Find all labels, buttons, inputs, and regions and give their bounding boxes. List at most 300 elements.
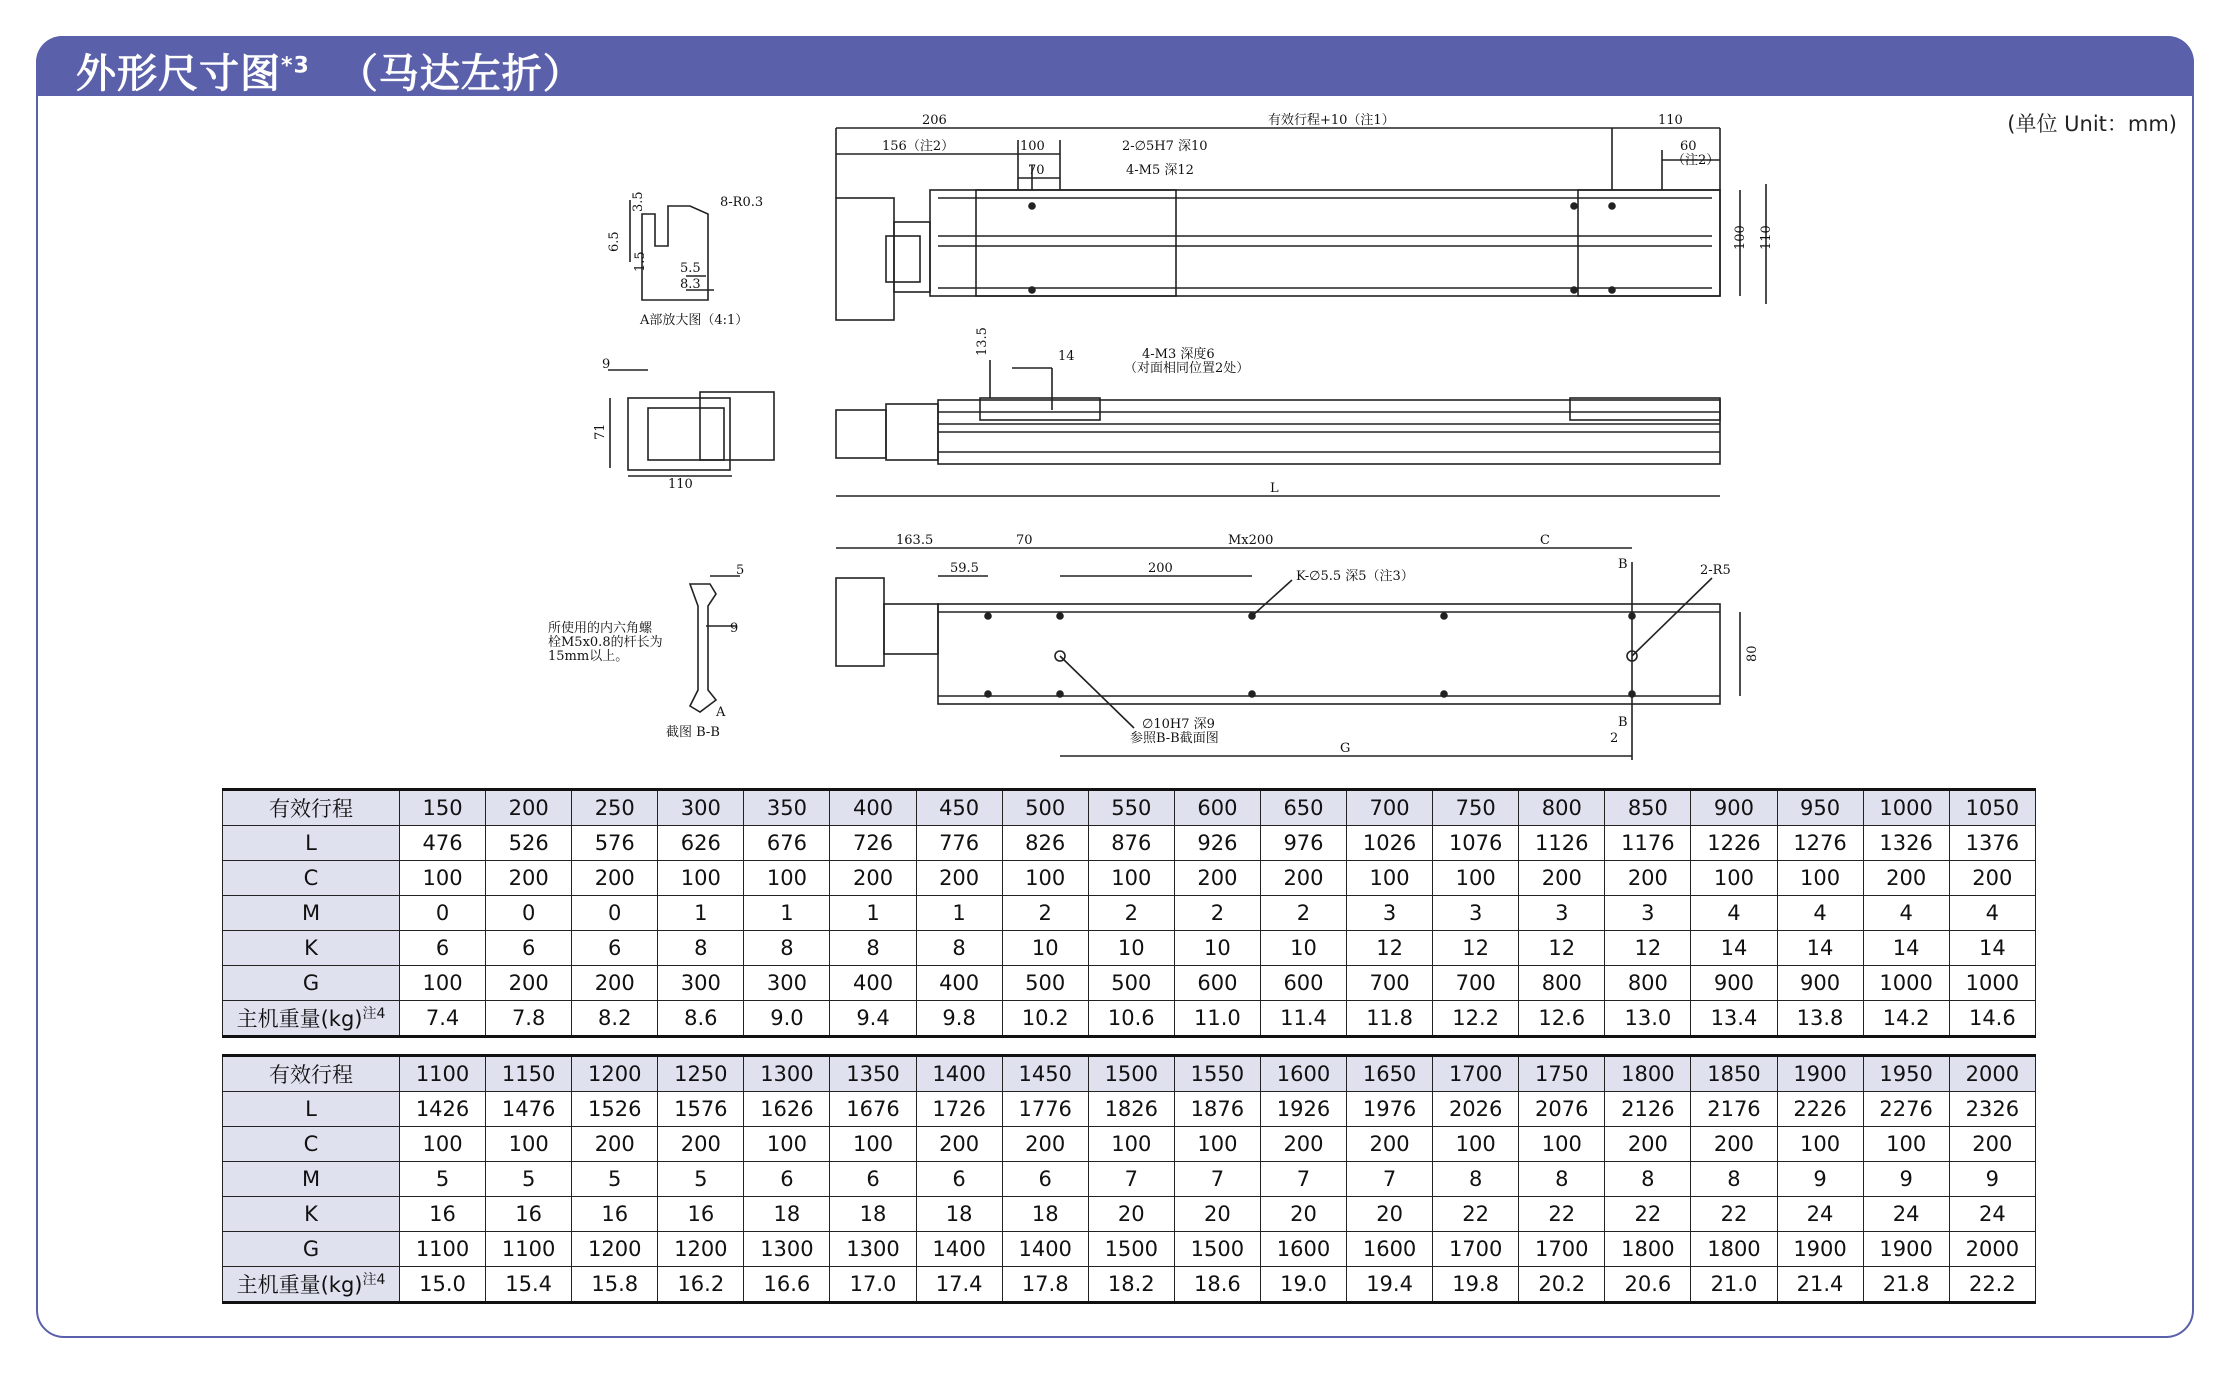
table-cell: 200 — [1002, 1127, 1088, 1162]
table-cell: 1900 — [1863, 1232, 1949, 1267]
bottom-ref-bb: 参照B-B截面图 — [1130, 731, 1219, 746]
dim-note2: （注2） — [1672, 153, 1720, 168]
table-cell: 100 — [830, 1127, 916, 1162]
table-cell: 250 — [572, 790, 658, 826]
table-cell: 20 — [1260, 1197, 1346, 1232]
table-cell: 826 — [1002, 826, 1088, 861]
section-5: 5 — [736, 563, 745, 578]
table-cell: 200 — [1260, 1127, 1346, 1162]
table-cell: 17.4 — [916, 1267, 1002, 1303]
table-cell: 8.2 — [572, 1001, 658, 1037]
table-cell: 1950 — [1863, 1056, 1949, 1092]
end-110: 110 — [668, 477, 693, 492]
table-cell: 14.2 — [1863, 1001, 1949, 1037]
table-cell: 200 — [486, 966, 572, 1001]
side-m3-holes: 4-M3 深度6 — [1142, 347, 1215, 362]
table-cell: 1700 — [1433, 1232, 1519, 1267]
table-cell: 1700 — [1519, 1232, 1605, 1267]
table-cell: 14.6 — [1949, 1001, 2035, 1037]
table-cell: 1800 — [1605, 1056, 1691, 1092]
table-cell: 20 — [1347, 1197, 1433, 1232]
table-cell: 17.0 — [830, 1267, 916, 1303]
table-cell: 11.0 — [1174, 1001, 1260, 1037]
table-cell: 200 — [1949, 1127, 2035, 1162]
table-cell: 1400 — [916, 1056, 1002, 1092]
table-cell: 1676 — [830, 1092, 916, 1127]
table-cell: 300 — [658, 966, 744, 1001]
detail-a — [630, 200, 714, 300]
table-cell: 9 — [1863, 1162, 1949, 1197]
table-cell: 2026 — [1433, 1092, 1519, 1127]
table-cell: 1926 — [1260, 1092, 1346, 1127]
table-cell: 1976 — [1347, 1092, 1433, 1127]
table-cell: 476 — [400, 826, 486, 861]
table-cell: 900 — [1691, 966, 1777, 1001]
table-cell: 776 — [916, 826, 1002, 861]
table-cell: 1750 — [1519, 1056, 1605, 1092]
table-cell: 6 — [830, 1162, 916, 1197]
table-row — [223, 966, 2036, 1001]
unit-note: (单位 Unit：mm) — [2007, 112, 2177, 136]
table-cell: 19.4 — [1347, 1267, 1433, 1303]
table-row — [223, 1232, 2036, 1267]
table-cell: 1350 — [830, 1056, 916, 1092]
table-cell: 22 — [1605, 1197, 1691, 1232]
table-cell: 400 — [830, 966, 916, 1001]
row-header: M — [223, 896, 400, 931]
table-cell: 1000 — [1863, 966, 1949, 1001]
table-cell: 100 — [744, 1127, 830, 1162]
table-cell: 200 — [1605, 1127, 1691, 1162]
table-cell: 14 — [1863, 931, 1949, 966]
table-cell: 1250 — [658, 1056, 744, 1092]
table-row — [223, 1127, 2036, 1162]
table-cell: 22.2 — [1949, 1267, 2035, 1303]
table-cell: 200 — [916, 1127, 1002, 1162]
table-cell: 500 — [1088, 966, 1174, 1001]
table-cell: 8 — [658, 931, 744, 966]
table-cell: 200 — [1691, 1127, 1777, 1162]
section-note-2: 栓M5x0.8的杆长为 — [548, 635, 663, 650]
dim-110-top: 110 — [1658, 113, 1683, 128]
table-cell: 13.4 — [1691, 1001, 1777, 1037]
table-cell: 1076 — [1433, 826, 1519, 861]
table-cell: 1426 — [400, 1092, 486, 1127]
table-cell: 20 — [1088, 1197, 1174, 1232]
table-cell: 21.8 — [1863, 1267, 1949, 1303]
table-cell: 1200 — [658, 1232, 744, 1267]
table-cell: 1526 — [572, 1092, 658, 1127]
table-cell: 13.8 — [1777, 1001, 1863, 1037]
table-cell: 550 — [1088, 790, 1174, 826]
table-cell: 1550 — [1174, 1056, 1260, 1092]
table-cell: 1300 — [744, 1056, 830, 1092]
table-cell: 21.0 — [1691, 1267, 1777, 1303]
table-cell: 100 — [1347, 861, 1433, 896]
table-cell: 12.6 — [1519, 1001, 1605, 1037]
section-bb — [690, 576, 740, 712]
table-cell: 2 — [1174, 896, 1260, 931]
table-cell: 1450 — [1002, 1056, 1088, 1092]
table-cell: 1200 — [572, 1056, 658, 1092]
table-cell: 1000 — [1863, 790, 1949, 826]
table-cell: 0 — [572, 896, 658, 931]
table-row — [223, 1267, 2036, 1303]
dim-206: 206 — [922, 113, 947, 128]
table-cell: 24 — [1863, 1197, 1949, 1232]
section-A: A — [716, 705, 726, 720]
table-cell: 1400 — [916, 1232, 1002, 1267]
table-cell: 12 — [1433, 931, 1519, 966]
table-cell: 1326 — [1863, 826, 1949, 861]
top-view — [836, 128, 1766, 320]
section-caption: 截图 B-B — [666, 725, 720, 740]
table-cell: 16 — [572, 1197, 658, 1232]
table-cell: 10.2 — [1002, 1001, 1088, 1037]
table-cell: 16.2 — [658, 1267, 744, 1303]
table-cell: 9.0 — [744, 1001, 830, 1037]
table-cell: 21.4 — [1777, 1267, 1863, 1303]
page-title: 外形尺寸图$^{*3}$ （马达左折） — [76, 51, 584, 97]
table-cell: 100 — [1433, 861, 1519, 896]
row-header: C — [223, 861, 400, 896]
row-header: G — [223, 1232, 400, 1267]
side-14: 14 — [1058, 349, 1075, 364]
table-cell: 1700 — [1433, 1056, 1519, 1092]
dim-100-top: 100 — [1020, 139, 1045, 154]
table-cell: 2126 — [1605, 1092, 1691, 1127]
table-cell: 926 — [1174, 826, 1260, 861]
table-cell: 1 — [830, 896, 916, 931]
table-cell: 9 — [1949, 1162, 2035, 1197]
table-cell: 2226 — [1777, 1092, 1863, 1127]
table-cell: 8 — [1519, 1162, 1605, 1197]
table-cell: 18.6 — [1174, 1267, 1260, 1303]
bottom-k-holes: K-∅5.5 深5（注3） — [1296, 569, 1414, 584]
table-cell: 1 — [916, 896, 1002, 931]
table-row — [223, 1092, 2036, 1127]
table-cell: 200 — [1949, 861, 2035, 896]
table-cell: 1626 — [744, 1092, 830, 1127]
table-cell: 2000 — [1949, 1056, 2035, 1092]
table-cell: 6 — [572, 931, 658, 966]
table-cell: 9 — [1777, 1162, 1863, 1197]
detail-3-5: 3.5 — [631, 191, 646, 212]
table-cell: 200 — [916, 861, 1002, 896]
table-cell: 10 — [1174, 931, 1260, 966]
bottom-G: G — [1340, 741, 1351, 756]
table-cell: 0 — [486, 896, 572, 931]
side-view — [836, 360, 1720, 496]
dim-effective-stroke: 有效行程+10（注1） — [1268, 113, 1395, 128]
table-cell: 900 — [1691, 790, 1777, 826]
bottom-B-top: B — [1618, 557, 1628, 572]
table-cell: 100 — [400, 1127, 486, 1162]
row-header: 有效行程 — [223, 1056, 400, 1092]
table-row — [223, 861, 2036, 896]
table-cell: 1100 — [400, 1232, 486, 1267]
table-cell: 7 — [1260, 1162, 1346, 1197]
table-cell: 6 — [486, 931, 572, 966]
table-cell: 16 — [658, 1197, 744, 1232]
table-cell: 8 — [744, 931, 830, 966]
table-cell: 22 — [1691, 1197, 1777, 1232]
section-note-3: 15mm以上。 — [548, 649, 629, 664]
row-header: 有效行程 — [223, 790, 400, 826]
table-cell: 876 — [1088, 826, 1174, 861]
table-cell: 1800 — [1605, 1232, 1691, 1267]
table-cell: 10 — [1002, 931, 1088, 966]
detail-6-5: 6.5 — [607, 231, 622, 252]
table-cell: 20 — [1174, 1197, 1260, 1232]
table-cell: 20.6 — [1605, 1267, 1691, 1303]
detail-8-3: 8.3 — [680, 277, 701, 292]
table-cell: 5 — [572, 1162, 658, 1197]
table-cell: 18.2 — [1088, 1267, 1174, 1303]
table-cell: 626 — [658, 826, 744, 861]
table-cell: 12.2 — [1433, 1001, 1519, 1037]
table-cell: 11.8 — [1347, 1001, 1433, 1037]
table-cell: 7.8 — [486, 1001, 572, 1037]
row-header: L — [223, 826, 400, 861]
table-cell: 12 — [1347, 931, 1433, 966]
table-cell: 5 — [400, 1162, 486, 1197]
table-cell: 2326 — [1949, 1092, 2035, 1127]
table-cell: 14 — [1777, 931, 1863, 966]
table-cell: 16.6 — [744, 1267, 830, 1303]
table-cell: 15.8 — [572, 1267, 658, 1303]
table-cell: 676 — [744, 826, 830, 861]
table-cell: 7 — [1088, 1162, 1174, 1197]
table-cell: 6 — [744, 1162, 830, 1197]
table-cell: 100 — [1174, 1127, 1260, 1162]
table-cell: 600 — [1260, 966, 1346, 1001]
table-cell: 100 — [1088, 1127, 1174, 1162]
table-cell: 1000 — [1949, 966, 2035, 1001]
table-row — [223, 1001, 2036, 1037]
table-cell: 3 — [1433, 896, 1519, 931]
table-cell: 1900 — [1777, 1056, 1863, 1092]
bottom-B-low: B — [1618, 715, 1628, 730]
table-cell: 600 — [1174, 790, 1260, 826]
dim-110-right: 110 — [1759, 225, 1774, 250]
dim-m5-holes: 4-M5 深12 — [1126, 163, 1194, 178]
table-cell: 700 — [1433, 966, 1519, 1001]
table-cell: 2176 — [1691, 1092, 1777, 1127]
table-cell: 8.6 — [658, 1001, 744, 1037]
table-cell: 1600 — [1347, 1232, 1433, 1267]
table-cell: 1650 — [1347, 1056, 1433, 1092]
table-cell: 1600 — [1260, 1056, 1346, 1092]
dim-156: 156（注2） — [882, 139, 955, 154]
table-cell: 6 — [916, 1162, 1002, 1197]
table-cell: 700 — [1347, 966, 1433, 1001]
table-cell: 1276 — [1777, 826, 1863, 861]
table-row — [223, 1162, 2036, 1197]
table-cell: 2076 — [1519, 1092, 1605, 1127]
table-cell: 7 — [1347, 1162, 1433, 1197]
table-cell: 450 — [916, 790, 1002, 826]
table-cell: 200 — [658, 1127, 744, 1162]
table-cell: 1100 — [400, 1056, 486, 1092]
table-cell: 750 — [1433, 790, 1519, 826]
table-cell: 9.4 — [830, 1001, 916, 1037]
table-cell: 2 — [1002, 896, 1088, 931]
table-cell: 500 — [1002, 966, 1088, 1001]
table-cell: 11.4 — [1260, 1001, 1346, 1037]
section-9: 9 — [730, 621, 739, 636]
table-cell: 1300 — [744, 1232, 830, 1267]
table-cell: 19.8 — [1433, 1267, 1519, 1303]
table-cell: 17.8 — [1002, 1267, 1088, 1303]
table-cell: 1026 — [1347, 826, 1433, 861]
table-cell: 1576 — [658, 1092, 744, 1127]
side-m3-note: （对面相同位置2处） — [1124, 361, 1250, 376]
table-cell: 100 — [486, 1127, 572, 1162]
table-cell: 15.0 — [400, 1267, 486, 1303]
table-cell: 0 — [400, 896, 486, 931]
table-cell: 1100 — [486, 1232, 572, 1267]
table-cell: 200 — [830, 861, 916, 896]
table-cell: 576 — [572, 826, 658, 861]
table-cell: 200 — [1347, 1127, 1433, 1162]
table-cell: 18 — [830, 1197, 916, 1232]
table-cell: 100 — [658, 861, 744, 896]
table-cell: 800 — [1519, 790, 1605, 826]
table-cell: 200 — [1519, 861, 1605, 896]
table-cell: 100 — [1863, 1127, 1949, 1162]
bottom-80: 80 — [1745, 645, 1760, 662]
table-cell: 850 — [1605, 790, 1691, 826]
table-cell: 12 — [1605, 931, 1691, 966]
table-cell: 10 — [1260, 931, 1346, 966]
table-cell: 900 — [1777, 966, 1863, 1001]
table-cell: 800 — [1605, 966, 1691, 1001]
table-cell: 6 — [1002, 1162, 1088, 1197]
table-cell: 100 — [1691, 861, 1777, 896]
detail-1-5: 1.5 — [633, 251, 648, 272]
bottom-70: 70 — [1016, 533, 1033, 548]
bottom-10h7: ∅10H7 深9 — [1142, 717, 1215, 732]
table-cell: 100 — [1777, 861, 1863, 896]
table-cell: 18 — [744, 1197, 830, 1232]
table-cell: 950 — [1777, 790, 1863, 826]
table-cell: 200 — [572, 861, 658, 896]
table-cell: 1826 — [1088, 1092, 1174, 1127]
table-cell: 4 — [1863, 896, 1949, 931]
table-cell: 7.4 — [400, 1001, 486, 1037]
table-row — [223, 826, 2036, 861]
table-cell: 600 — [1174, 966, 1260, 1001]
table-cell: 1476 — [486, 1092, 572, 1127]
table-cell: 1500 — [1088, 1056, 1174, 1092]
table-cell: 200 — [1260, 861, 1346, 896]
side-13-5: 13.5 — [975, 327, 990, 356]
table-cell: 6 — [400, 931, 486, 966]
table-cell: 1850 — [1691, 1056, 1777, 1092]
bottom-163-5: 163.5 — [896, 533, 934, 548]
table-row — [223, 1056, 2036, 1092]
table-cell: 2276 — [1863, 1092, 1949, 1127]
table-cell: 8 — [916, 931, 1002, 966]
table-cell: 22 — [1519, 1197, 1605, 1232]
bottom-200: 200 — [1148, 561, 1173, 576]
table-cell: 100 — [1002, 861, 1088, 896]
table-cell: 100 — [744, 861, 830, 896]
table-row — [223, 790, 2036, 826]
table-cell: 5 — [658, 1162, 744, 1197]
table-cell: 100 — [400, 861, 486, 896]
table-cell: 1150 — [486, 1056, 572, 1092]
table-cell: 1600 — [1260, 1232, 1346, 1267]
table-cell: 7 — [1174, 1162, 1260, 1197]
table-cell: 10.6 — [1088, 1001, 1174, 1037]
spec-table-2 — [222, 1054, 2036, 1304]
end-9: 9 — [602, 357, 611, 372]
detail-a-caption: A部放大图（4:1） — [640, 313, 749, 328]
table-cell: 1400 — [1002, 1232, 1088, 1267]
bottom-2: 2 — [1610, 731, 1619, 746]
dim-60: 60 — [1680, 139, 1697, 154]
table-cell: 1376 — [1949, 826, 2035, 861]
row-header: L — [223, 1092, 400, 1127]
table-cell: 3 — [1519, 896, 1605, 931]
table-cell: 1800 — [1691, 1232, 1777, 1267]
table-cell: 18 — [916, 1197, 1002, 1232]
table-cell: 8 — [1691, 1162, 1777, 1197]
table-cell: 300 — [744, 966, 830, 1001]
bottom-2-r5: 2-R5 — [1700, 563, 1731, 578]
bottom-mx200: Mx200 — [1228, 533, 1274, 548]
table-row — [223, 931, 2036, 966]
table-cell: 1126 — [1519, 826, 1605, 861]
bottom-C: C — [1540, 533, 1550, 548]
table-cell: 100 — [1519, 1127, 1605, 1162]
table-cell: 700 — [1347, 790, 1433, 826]
table-cell: 200 — [486, 861, 572, 896]
row-header: K — [223, 1197, 400, 1232]
table-cell: 1176 — [1605, 826, 1691, 861]
bottom-view — [836, 548, 1740, 760]
side-L: L — [1270, 481, 1279, 496]
table-cell: 2 — [1260, 896, 1346, 931]
table-cell: 1300 — [830, 1232, 916, 1267]
table-cell: 12 — [1519, 931, 1605, 966]
table-cell: 5 — [486, 1162, 572, 1197]
table-cell: 15.4 — [486, 1267, 572, 1303]
table-cell: 150 — [400, 790, 486, 826]
table-cell: 100 — [1088, 861, 1174, 896]
table-cell: 726 — [830, 826, 916, 861]
table-cell: 100 — [1777, 1127, 1863, 1162]
table-cell: 14 — [1691, 931, 1777, 966]
table-cell: 1500 — [1174, 1232, 1260, 1267]
dim-70-top: 70 — [1028, 163, 1045, 178]
spec-table-1 — [222, 788, 2036, 1038]
table-cell: 200 — [486, 790, 572, 826]
table-cell: 1 — [658, 896, 744, 931]
table-cell: 1226 — [1691, 826, 1777, 861]
table-cell: 1876 — [1174, 1092, 1260, 1127]
row-header: 主机重量(kg)$^{注4}$ — [223, 1267, 400, 1303]
table-cell: 650 — [1260, 790, 1346, 826]
table-cell: 1 — [744, 896, 830, 931]
table-cell: 200 — [572, 966, 658, 1001]
table-cell: 19.0 — [1260, 1267, 1346, 1303]
dim-100-right: 100 — [1733, 225, 1748, 250]
table-cell: 1050 — [1949, 790, 2035, 826]
table-row — [223, 896, 2036, 931]
